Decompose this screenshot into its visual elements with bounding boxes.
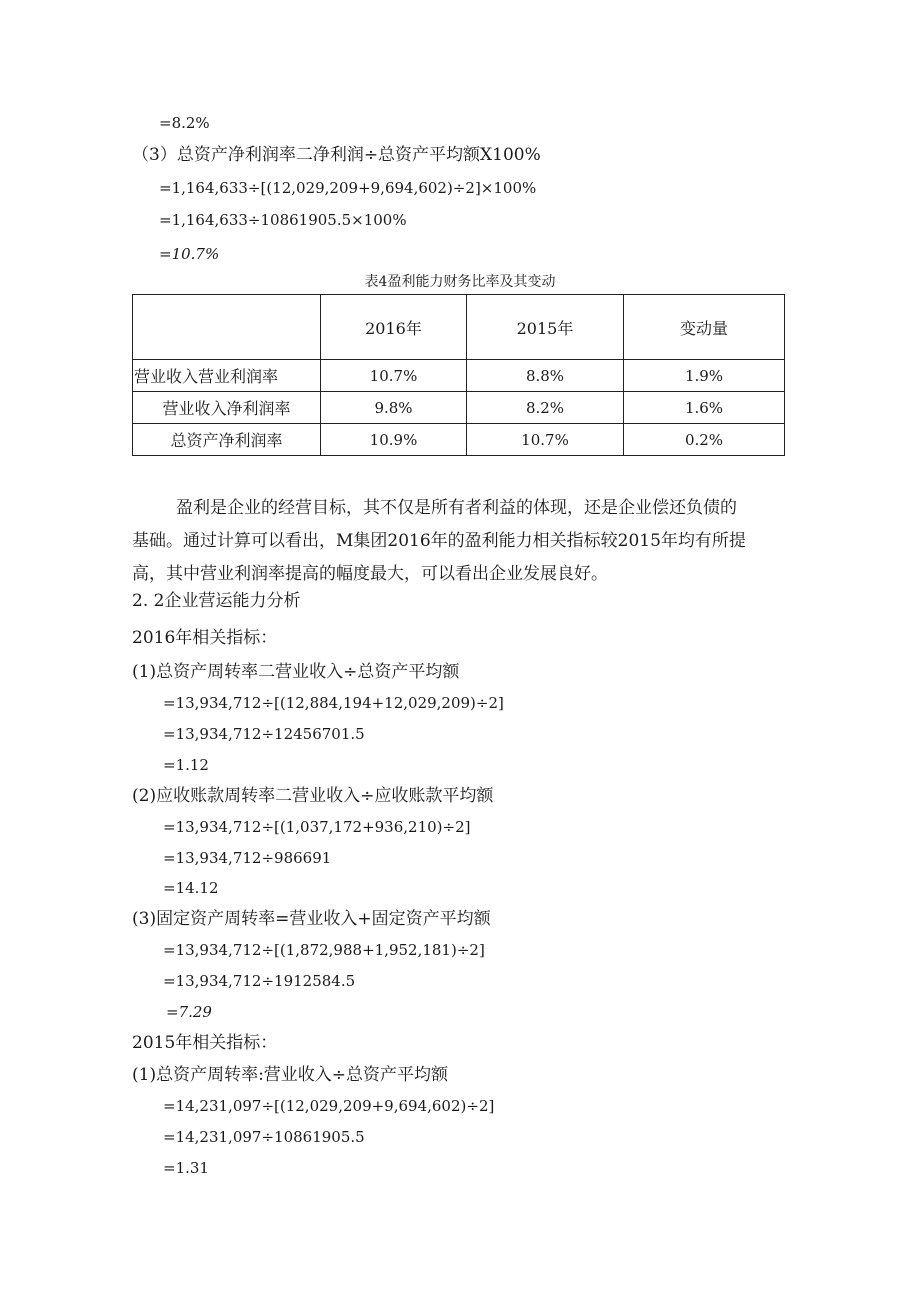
table-header-2015: 2015年	[467, 295, 624, 360]
formula-result: =1.31	[163, 1159, 209, 1177]
cell-change: 1.6%	[624, 392, 785, 424]
table-row	[133, 360, 785, 392]
formula-heading: （3）总资产净利润率二净利润÷总资产平均额X100%	[132, 145, 541, 165]
formula-line: =13,934,712÷12456701.5	[163, 725, 365, 743]
formula-result: =7.29	[166, 1003, 212, 1021]
cell-2015: 10.7%	[467, 424, 624, 456]
cell-change: 1.9%	[624, 360, 785, 392]
formula-heading: (1)总资产周转率二营业收入÷总资产平均额	[132, 662, 460, 682]
row-label: 总资产净利润率	[133, 424, 321, 456]
cell-2015: 8.8%	[467, 360, 624, 392]
cell-change: 0.2%	[624, 424, 785, 456]
table-row	[133, 392, 785, 424]
formula-line: =1,164,633÷[(12,029,209+9,694,602)÷2]×100%	[159, 179, 537, 197]
formula-line: =14,231,097÷[(12,029,209+9,694,602)÷2]	[163, 1097, 495, 1115]
formula-line: =13,934,712÷1912584.5	[163, 972, 356, 990]
formula-result: =1.12	[163, 756, 209, 774]
formula-heading: (1)总资产周转率:营业收入÷总资产平均额	[132, 1065, 449, 1085]
formula-line: =13,934,712÷[(1,872,988+1,952,181)÷2]	[163, 941, 485, 959]
table-row	[133, 424, 785, 456]
row-label: 营业收入营业利润率	[133, 360, 321, 392]
analysis-paragraph	[132, 492, 788, 591]
formula-line: =13,934,712÷986691	[163, 849, 332, 867]
formula-heading: (2)应收账款周转率二营业收入÷应收账款平均额	[132, 786, 494, 806]
formula-line: =8.2%	[159, 114, 210, 132]
table-header-change: 变动量	[624, 295, 785, 360]
table-header-blank	[133, 295, 321, 360]
formula-line: =1,164,633÷10861905.5×100%	[159, 211, 407, 229]
paragraph-line: 盈利是企业的经营目标，其不仅是所有者利益的体现，还是企业偿还负债的	[176, 498, 737, 518]
table-header-row	[133, 295, 785, 360]
year-2016-heading: 2016年相关指标：	[132, 628, 278, 648]
paragraph-line: 高，其中营业利润率提高的幅度最大，可以看出企业发展良好。	[132, 564, 608, 584]
year-2015-heading: 2015年相关指标：	[132, 1033, 278, 1053]
formula-result: =14.12	[163, 879, 219, 897]
formula-line: =13,934,712÷[(12,884,194+12,029,209)÷2]	[163, 694, 504, 712]
formula-line: =14,231,097÷10861905.5	[163, 1128, 365, 1146]
formula-result: =10.7%	[159, 245, 220, 263]
table-caption: 表4盈利能力财务比率及其变动	[364, 274, 556, 290]
table-header-2016: 2016年	[321, 295, 467, 360]
formula-line: =13,934,712÷[(1,037,172+936,210)÷2]	[163, 818, 471, 836]
paragraph-line: 基础。通过计算可以看出，M集团2016年的盈利能力相关指标较2015年均有所提	[132, 531, 746, 551]
formula-heading: (3)固定资产周转率=营业收入+固定资产平均额	[132, 909, 491, 929]
profitability-ratio-table	[132, 294, 785, 456]
cell-2016: 10.9%	[321, 424, 467, 456]
cell-2015: 8.2%	[467, 392, 624, 424]
cell-2016: 9.8%	[321, 392, 467, 424]
row-label: 营业收入净利润率	[133, 392, 321, 424]
section-heading: 2. 2企业营运能力分析	[132, 591, 301, 611]
cell-2016: 10.7%	[321, 360, 467, 392]
